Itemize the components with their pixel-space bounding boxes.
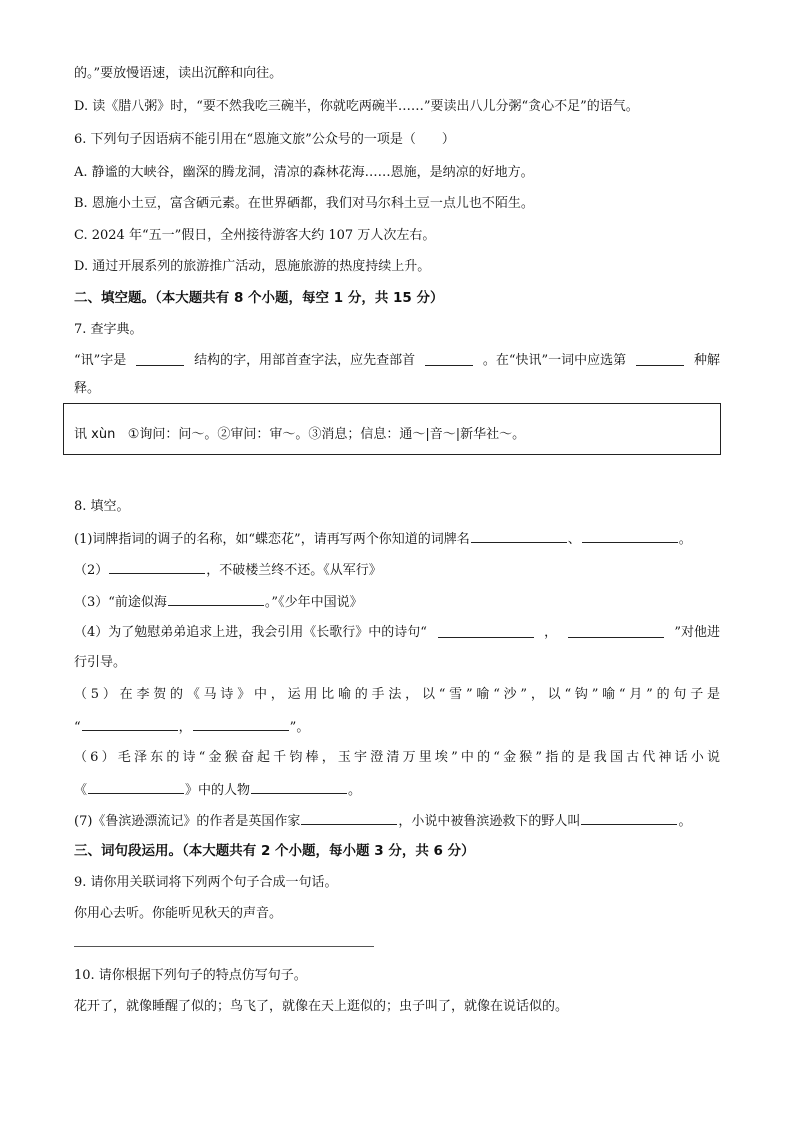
dictionary-pinyin: xùn — [91, 427, 116, 442]
answer-blank[interactable] — [568, 625, 664, 638]
answer-blank[interactable] — [636, 353, 684, 366]
text-segment: 结构的字，用部首查字法，应先查部首 — [194, 353, 416, 368]
question-8-6-blanks — [74, 781, 361, 799]
question-8-3 — [74, 593, 363, 611]
text-segment: （3）“前途似海 — [74, 595, 167, 610]
answer-blank[interactable] — [88, 781, 184, 794]
text-segment: ”。 — [289, 720, 310, 735]
text-segment: 。 — [348, 783, 362, 798]
question-7-line — [74, 353, 720, 369]
text-segment: 。 — [678, 532, 692, 547]
question-9-sentences: 你用心去听。你能听见秋天的声音。 — [74, 906, 283, 921]
answer-blank[interactable] — [582, 530, 678, 543]
question-8-6: （6）毛泽东的诗“金猴奋起千钧棒，玉宇澄清万里埃”中的“金猴”指的是我国古代神话小说 — [74, 750, 720, 765]
text-segment: ”对他进 — [674, 625, 720, 640]
text-segment: 《 — [74, 783, 88, 798]
option-b: B. 恩施小土豆，富含硒元素。在世界硒都，我们对马尔科土豆一点儿也不陌生。 — [74, 196, 534, 211]
text-segment: (1)词牌指词的调子的名称，如“蝶恋花”，请再写两个你知道的词牌名 — [74, 532, 470, 547]
section-heading: 三、词句段运用。（本大题共有 2 个小题，每小题 3 分，共 6 分） — [74, 843, 475, 859]
answer-blank[interactable] — [425, 353, 473, 366]
question-10-example: 花开了，就像睡醒了似的；鸟飞了，就像在天上逛似的；虫子叫了，就像在说话似的。 — [74, 999, 569, 1014]
question-8: 8. 填空。 — [74, 499, 130, 514]
text-line: 释。 — [74, 381, 101, 396]
question-8-4 — [74, 625, 720, 641]
text-segment: 》中的人物 — [185, 783, 251, 798]
text-line: 的。”要放慢语速，读出沉醉和向往。 — [74, 66, 283, 81]
answer-blank[interactable] — [581, 812, 677, 825]
text-segment: 。 — [678, 814, 692, 829]
text-segment: 。”《少年中国说》 — [264, 595, 363, 610]
text-segment: （4）为了勉慰弟弟追求上进，我会引用《长歌行》中的诗句“ — [74, 625, 427, 640]
option-d: D. 读《腊八粥》时，“要不然我吃三碗半，你就吃两碗半……”要读出八儿分粥“贪心不足”的语气。 — [74, 99, 639, 114]
text-segment: （2） — [74, 563, 109, 578]
answer-blank[interactable] — [471, 530, 567, 543]
answer-blank[interactable] — [438, 625, 534, 638]
question-8-5-blanks — [74, 718, 309, 736]
text-segment: ，不破楼兰终不还。《从军行》 — [206, 563, 382, 578]
answer-line[interactable] — [74, 946, 374, 947]
question-10: 10. 请你根据下列句子的特点仿写句子。 — [74, 968, 307, 983]
question-8-7 — [74, 812, 691, 830]
dictionary-character: 讯 — [74, 427, 88, 442]
option-d: D. 通过开展系列的旅游推广活动，恩施旅游的热度持续上升。 — [74, 259, 431, 274]
text-segment: ，小说中被鲁滨逊救下的野人叫 — [398, 814, 581, 829]
text-segment: ， — [544, 625, 558, 640]
question-8-2 — [74, 561, 382, 579]
answer-blank[interactable] — [301, 812, 397, 825]
dictionary-definition: ①询问：问～。②审问：审～。③消息；信息：通～|音～|新华社～。 — [127, 427, 526, 442]
section-heading: 二、填空题。（本大题共有 8 个小题，每空 1 分，共 15 分） — [74, 290, 444, 306]
text-segment: 。在“快讯”一词中应选第 — [482, 353, 627, 368]
question-9: 9. 请你用关联词将下列两个句子合成一句话。 — [74, 875, 338, 890]
text-segment: (7)《鲁滨逊漂流记》的作者是英国作家 — [74, 814, 301, 829]
question-6: 6. 下列句子因语病不能引用在“恩施文旅”公众号的一项是（ ） — [74, 132, 455, 147]
answer-blank[interactable] — [251, 781, 347, 794]
text-segment: 、 — [567, 532, 581, 547]
text-segment: “讯”字是 — [74, 353, 127, 368]
text-segment: 种解 — [693, 353, 720, 368]
option-c: C. 2024 年“五一”假日，全州接待游客大约 107 万人次左右。 — [74, 228, 436, 243]
question-8-1 — [74, 530, 692, 548]
dictionary-entry-box — [63, 403, 721, 455]
text-line: 行引导。 — [74, 655, 127, 670]
question-8-5: （5）在李贺的《马诗》中，运用比喻的手法，以“雪”喻“沙”，以“钩”喻“月”的句子是 — [74, 687, 720, 702]
answer-blank[interactable] — [193, 718, 289, 731]
text-segment: “ — [74, 720, 81, 735]
answer-blank[interactable] — [82, 718, 178, 731]
answer-blank[interactable] — [136, 353, 184, 366]
answer-blank[interactable] — [109, 561, 205, 574]
answer-blank[interactable] — [168, 593, 264, 606]
text-segment: ， — [178, 720, 192, 735]
question-7: 7. 查字典。 — [74, 322, 143, 337]
option-a: A. 静谧的大峡谷，幽深的腾龙洞，清凉的森林花海……恩施，是纳凉的好地方。 — [74, 165, 534, 180]
dictionary-entry — [74, 423, 525, 442]
